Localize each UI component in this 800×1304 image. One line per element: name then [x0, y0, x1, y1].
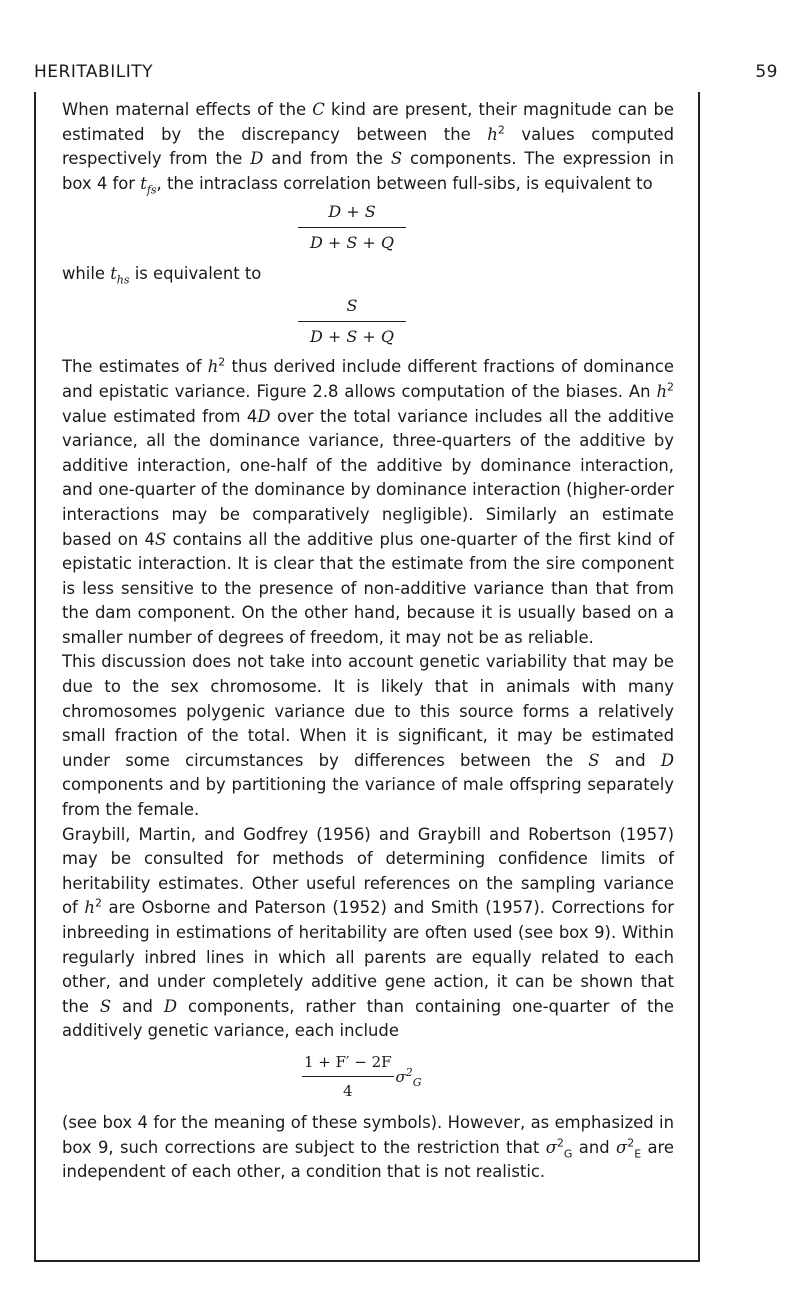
bottom-rule — [34, 1260, 700, 1262]
page-number: 59 — [755, 62, 778, 82]
paragraph-4: Graybill, Martin, and Godfrey (1956) and Graybill and Robertson (1957) may be consulted for methods of determining confidence limits of heritability estimates. Other useful references on the sampling variance of $h^2$ are Osborne and Paterson (1952) and Smith (1957). Corrections for inbreeding in estimations of heritability are often used (see box 9). Within regularly inbred lines in which all parents are equally related to each other, and under completely additive gene action, it can be shown that the S and D components, rather than containing one-quarter of the additively genetic variance, each include — [62, 824, 674, 1041]
formula-numerator: D + S — [298, 200, 406, 228]
formula-half-sib — [302, 294, 402, 349]
formula-sigma-g: $\sigma^2_G$ — [395, 1065, 422, 1089]
formula-denominator: D + S + Q — [309, 326, 395, 346]
paragraph-5: (see box 4 for the meaning of these symbols). However, as emphasized in box 9, such corrections are subject to the restriction that $\sigma^2_G$ and $\sigma^2_E$ are independent of each other, a condition that is not realistic. — [62, 1113, 674, 1182]
formula-numerator: S — [298, 294, 406, 322]
formula-denominator: 4 — [342, 1081, 353, 1100]
paragraph-1: When maternal effects of the C kind are present, their magnitude can be estimated by the discrepancy between the $h^2$ values computed respectively from the D and from the S components. The expression in box 4 for $t_{fs}$, the intraclass correlation between full-sibs, is equivalent to — [62, 100, 674, 197]
text-body — [62, 98, 674, 1185]
left-rule — [34, 92, 36, 1262]
page-header — [34, 62, 778, 82]
formula-numerator: 1 + F′ − 2F — [302, 1050, 394, 1077]
paragraph-2: The estimates of $h^2$ thus derived include different fractions of dominance and epistatic variance. Figure 2.8 allows computation of the biases. An $h^2$ value estimated from 4D over the total variance includes all the additive variance, all the dominance variance, three-quarters of the additive by additive interaction, one-half of the additive by dominance interaction, and one-quarter of the dominance by dominance interaction (higher-order interactions may be comparatively negligible). Similarly an estimate based on 4S contains all the additive plus one-quarter of the first kind of epistatic interaction. It is clear that the estimate from the sire component is less sensitive to the presence of non-additive variance than that from the dam component. On the other hand, because it is usually based on a smaller number of degrees of freedom, it may not be as reliable. — [62, 355, 674, 647]
running-title: HERITABILITY — [34, 62, 153, 82]
right-rule — [698, 92, 700, 1262]
formula-full-sib — [302, 200, 402, 255]
formula-inbreeding — [302, 1050, 674, 1103]
formula-denominator: D + S + Q — [309, 232, 395, 252]
paragraph-3: This discussion does not take into account genetic variability that may be due to the sex chromosome. It is likely that in animals with many chromosomes polygenic variance due to this source forms a relatively small fraction of the total. When it is significant, it may be estimated under some circumstances by differences between the S and D components and by partitioning the variance of male offspring separately from the female. — [62, 652, 674, 820]
paragraph-while: while $t_{hs}$ is equivalent to — [62, 263, 262, 286]
